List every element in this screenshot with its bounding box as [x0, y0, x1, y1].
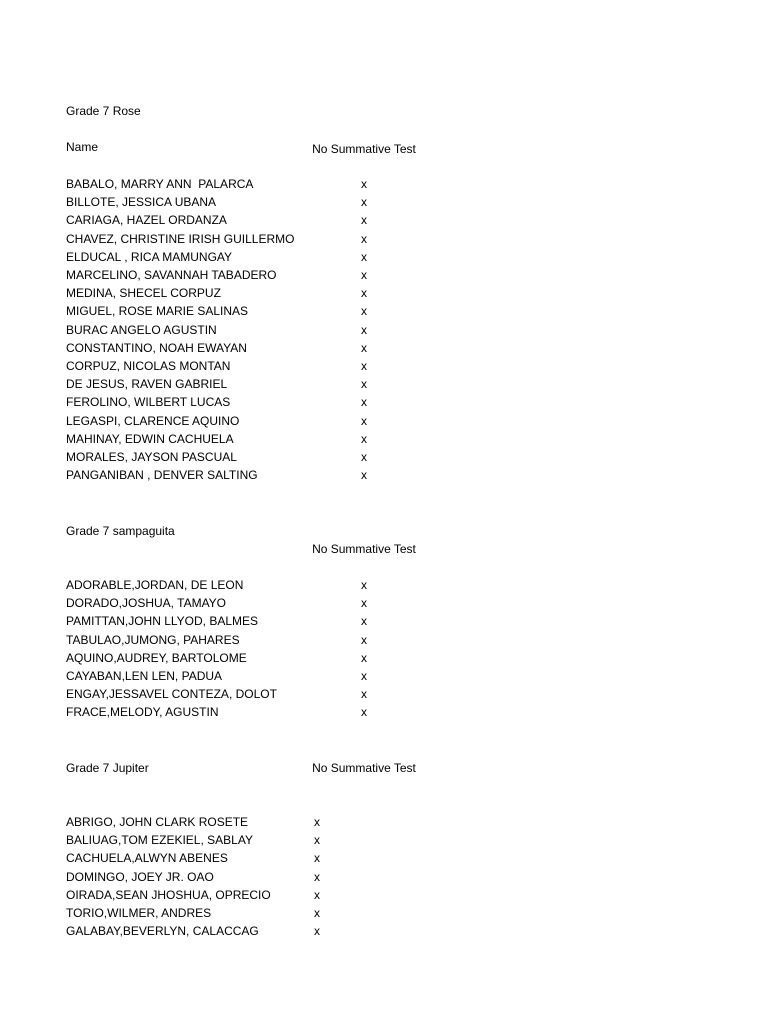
no-summative-test-mark: x: [361, 669, 367, 683]
student-row: [66, 323, 466, 341]
student-row: [66, 906, 466, 924]
student-row: [66, 213, 466, 231]
student-row: [66, 395, 466, 413]
no-summative-test-mark: x: [361, 322, 367, 337]
student-row: [66, 232, 466, 250]
student-row: [66, 341, 466, 359]
no-summative-test-header: No Summative Test: [312, 142, 416, 156]
student-name: CACHUELA,ALWYN ABENES: [66, 851, 228, 866]
student-name: MIGUEL, ROSE MARIE SALINAS: [66, 304, 249, 319]
no-summative-test-mark: x: [361, 177, 367, 191]
no-summative-test-mark: x: [361, 431, 367, 446]
student-row: [66, 833, 466, 851]
student-row: [66, 888, 466, 906]
student-name: TABULAO,JUMONG, PAHARES: [66, 632, 240, 647]
student-name: DORADO,JOSHUA, TAMAYO: [66, 596, 227, 611]
no-summative-test-mark: x: [361, 231, 367, 246]
no-summative-test-mark: x: [361, 614, 367, 629]
student-name: FEROLINO, WILBERT LUCAS: [66, 395, 231, 410]
student-name: MEDINA, SHECEL CORPUZ: [66, 286, 221, 301]
student-row: [66, 924, 466, 942]
student-row: [66, 851, 466, 869]
student-name: CAYABAN,LEN LEN, PADUA: [66, 669, 223, 683]
no-summative-test-mark: x: [361, 340, 367, 355]
student-row: [66, 815, 466, 833]
student-name: TORIO,WILMER, ANDRES: [66, 906, 212, 920]
no-summative-test-mark: x: [361, 359, 367, 373]
no-summative-test-header: No Summative Test: [312, 542, 416, 556]
student-row: [66, 432, 466, 450]
no-summative-test-mark: x: [361, 650, 367, 665]
no-summative-test-mark: x: [361, 413, 367, 428]
no-summative-test-mark: x: [314, 887, 320, 902]
student-name: ADORABLE,JORDAN, DE LEON: [66, 578, 244, 592]
no-summative-test-mark: x: [361, 596, 367, 611]
student-row: [66, 304, 466, 322]
student-name: PANGANIBAN , DENVER SALTING: [66, 468, 258, 483]
student-row: [66, 578, 466, 596]
student-name: MAHINAY, EDWIN CACHUELA: [66, 431, 234, 446]
student-row: [66, 377, 466, 395]
student-name: ELDUCAL , RICA MAMUNGAY: [66, 249, 233, 264]
section-title: Grade 7 Rose: [66, 104, 141, 118]
no-summative-test-mark: x: [361, 268, 367, 282]
student-row: [66, 633, 466, 651]
student-row: [66, 286, 466, 304]
no-summative-test-mark: x: [314, 924, 320, 939]
student-name: AQUINO,AUDREY, BARTOLOME: [66, 650, 247, 665]
no-summative-test-mark: x: [314, 815, 320, 829]
student-name: PAMITTAN,JOHN LLYOD, BALMES: [66, 614, 259, 629]
student-name: ENGAY,JESSAVEL CONTEZA, DOLOT: [66, 687, 277, 702]
no-summative-test-mark: x: [361, 286, 367, 301]
no-summative-test-mark: x: [361, 213, 367, 228]
no-summative-test-mark: x: [314, 906, 320, 920]
student-name: DE JESUS, RAVEN GABRIEL: [66, 377, 228, 392]
no-summative-test-mark: x: [361, 395, 367, 410]
student-row: [66, 414, 466, 432]
student-name: ABRIGO, JOHN CLARK ROSETE: [66, 815, 249, 829]
no-summative-test-mark: x: [361, 195, 367, 210]
student-name: BABALO, MARRY ANN PALARCA: [66, 177, 254, 191]
student-row: [66, 195, 466, 213]
student-name: BILLOTE, JESSICA UBANA: [66, 195, 217, 210]
section-title: Grade 7 Jupiter: [66, 761, 149, 775]
student-row: [66, 705, 466, 723]
student-name: CORPUZ, NICOLAS MONTAN: [66, 359, 231, 373]
student-row: [66, 177, 466, 195]
no-summative-test-mark: x: [361, 578, 367, 592]
no-summative-test-mark: x: [361, 687, 367, 702]
no-summative-test-mark: x: [361, 705, 367, 720]
student-name: CARIAGA, HAZEL ORDANZA: [66, 213, 227, 228]
section-title: Grade 7 sampaguita: [66, 524, 175, 538]
student-row: [66, 250, 466, 268]
student-name: CONSTANTINO, NOAH EWAYAN: [66, 340, 247, 355]
student-row: [66, 651, 466, 669]
student-row: [66, 450, 466, 468]
no-summative-test-mark: x: [361, 450, 367, 464]
student-row: [66, 614, 466, 632]
no-summative-test-mark: x: [361, 468, 367, 483]
student-row: [66, 359, 466, 377]
student-name: FRACE,MELODY, AGUSTIN: [66, 705, 219, 720]
no-summative-test-mark: x: [314, 851, 320, 866]
student-row: [66, 669, 466, 687]
no-summative-test-header: No Summative Test: [312, 761, 416, 775]
no-summative-test-mark: x: [361, 249, 367, 264]
no-summative-test-mark: x: [314, 833, 320, 848]
student-name: BURAC ANGELO AGUSTIN: [66, 322, 217, 337]
student-name: MARCELINO, SAVANNAH TABADERO: [66, 268, 277, 282]
student-row: [66, 596, 466, 614]
student-name: BALIUAG,TOM EZEKIEL, SABLAY: [66, 833, 253, 848]
name-column-header: Name: [66, 140, 99, 154]
student-name: LEGASPI, CLARENCE AQUINO: [66, 413, 240, 428]
no-summative-test-mark: x: [361, 377, 367, 392]
student-row: [66, 468, 466, 486]
student-row: [66, 870, 466, 888]
student-name: GALABAY,BEVERLYN, CALACCAG: [66, 924, 259, 939]
no-summative-test-mark: x: [361, 304, 367, 319]
student-name: OIRADA,SEAN JHOSHUA, OPRECIO: [66, 887, 271, 902]
student-name: CHAVEZ, CHRISTINE IRISH GUILLERMO: [66, 231, 295, 246]
no-summative-test-mark: x: [361, 632, 367, 647]
student-row: [66, 687, 466, 705]
student-name: MORALES, JAYSON PASCUAL: [66, 450, 237, 464]
student-name: DOMINGO, JOEY JR. OAO: [66, 869, 214, 884]
no-summative-test-mark: x: [314, 869, 320, 884]
student-row: [66, 268, 466, 286]
